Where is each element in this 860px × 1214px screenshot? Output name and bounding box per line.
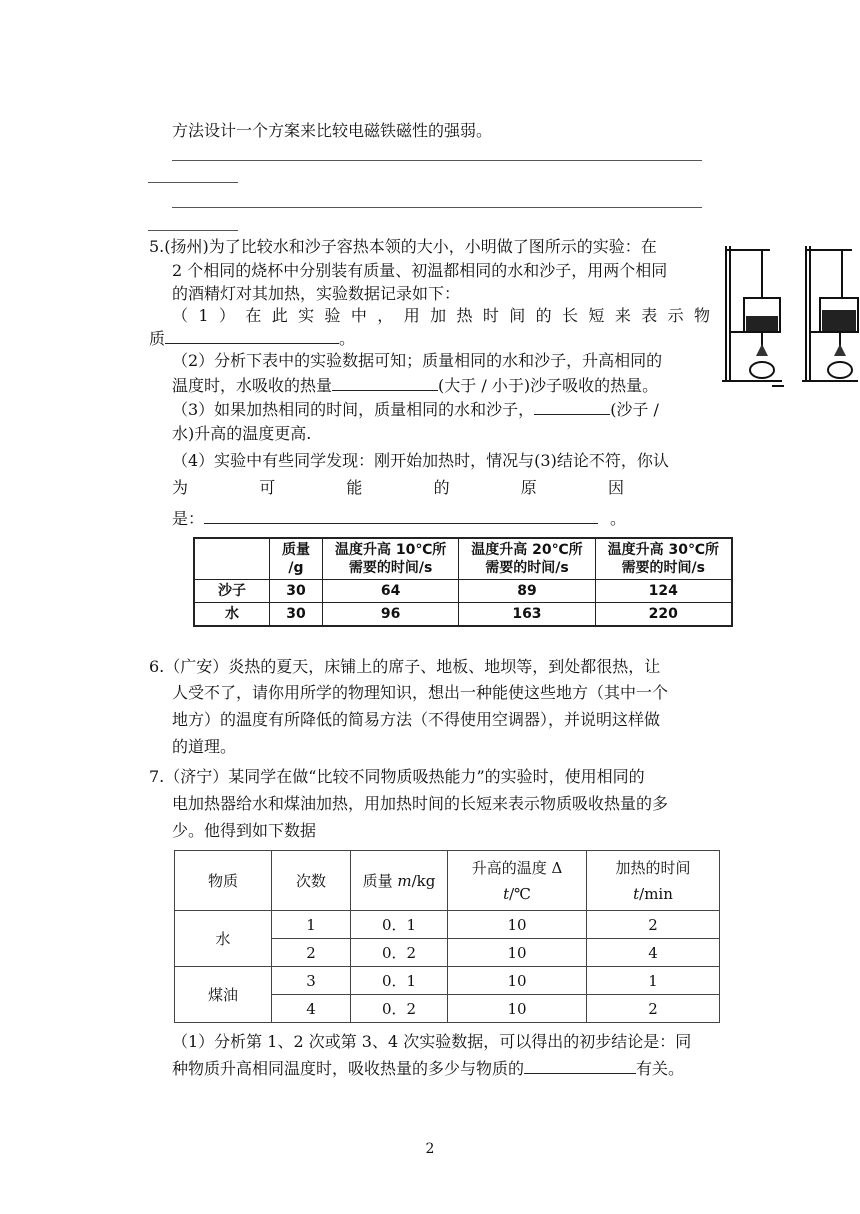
q5-part4-char: 为 — [172, 478, 189, 497]
q5-part4-line2 — [172, 475, 624, 501]
table-cell: 30 — [270, 580, 323, 603]
header-30: 温度升高 30℃所 — [607, 542, 719, 558]
q5-part1-end: 。 — [339, 329, 356, 348]
table-cell: 0．2 — [351, 939, 448, 967]
q5-part1-char: ） — [218, 306, 235, 325]
table-cell: 163 — [459, 603, 595, 627]
header-20-b: 需要的时间/s — [485, 560, 569, 576]
table-cell: 10 — [448, 967, 587, 995]
q5-part2-line: （2）分析下表中的实验数据可知；质量相同的水和沙子，升高相同的 — [172, 351, 663, 370]
table-header-cell — [448, 851, 587, 911]
table-cell: 89 — [459, 580, 595, 603]
q5-part1-char: 物 — [693, 306, 710, 325]
q5-part1-char: 表 — [641, 306, 658, 325]
q6-line: 地方）的温度有所降低的简易方法（不得使用空调器），并说明这样做 — [172, 710, 661, 729]
answer-line — [148, 230, 238, 231]
table-cell: 30 — [270, 603, 323, 627]
table-header-cell — [323, 538, 459, 580]
q7-conclusion-text: 有关。 — [636, 1059, 685, 1078]
q5-part4-line3 — [172, 505, 626, 532]
q5-part1-char: 在 — [245, 306, 262, 325]
q5-part1-char: 中 — [350, 306, 367, 325]
q5-part4-text: 是： — [172, 509, 205, 528]
table-row — [194, 603, 732, 627]
table-header-cell — [351, 851, 448, 911]
table-cell: 10 — [448, 911, 587, 939]
q5-part4-char: 原 — [520, 478, 537, 497]
q5-part4-char: 可 — [259, 478, 276, 497]
table-cell: 2 — [587, 911, 720, 939]
table-cell: 沙子 — [194, 580, 270, 603]
q5-part3-line2: 水)升高的温度更高. — [172, 424, 312, 443]
table-cell: 0．2 — [351, 995, 448, 1023]
table-row — [175, 967, 720, 995]
q5-part2-text: (大于 / 小于)沙子吸收的热量。 — [438, 376, 659, 395]
answer-line — [172, 207, 702, 208]
q7-line: 7.（济宁）某同学在做“比较不同物质吸热能力”的实验时，使用相同的 — [149, 767, 645, 786]
q5-line: 2 个相同的烧杯中分别装有质量、初温都相同的水和沙子，用两个相同 — [172, 261, 668, 280]
water-kerosene-table — [174, 850, 720, 1023]
table-cell: 0．1 — [351, 911, 448, 939]
answer-blank — [204, 505, 598, 524]
q7-line: 电加热器给水和煤油加热，用加热时间的长短来表示物质吸收热量的多 — [172, 794, 669, 813]
sand-water-table — [193, 537, 733, 627]
table-cell: 3 — [272, 967, 351, 995]
q5-part2-text: 温度时，水吸收的热量 — [172, 376, 333, 395]
header-mass-var: m — [397, 872, 412, 890]
header-time-var: t — [633, 884, 640, 903]
header-temp-var: t — [503, 884, 510, 903]
q5-part1-char: ， — [377, 306, 394, 325]
answer-blank — [165, 325, 339, 344]
q7-conclusion-line2 — [172, 1055, 684, 1082]
table-header-cell — [194, 538, 270, 580]
q6-line: 的道理。 — [172, 737, 237, 756]
q5-part4-end: 。 — [610, 509, 627, 528]
q5-line: 的酒精灯对其加热，实验数据记录如下： — [172, 284, 461, 303]
q7-line: 少。他得到如下数据 — [172, 821, 317, 840]
q5-part1-char: 此 — [271, 306, 288, 325]
table-header-row — [194, 538, 732, 580]
q5-part1-char: 用 — [403, 306, 420, 325]
table-cell: 煤油 — [175, 967, 272, 1023]
q5-part1-char: 验 — [324, 306, 341, 325]
q5-part3-text: （3）如果加热相同的时间，质量相同的水和沙子， — [172, 400, 535, 419]
q5-part4-line: （4）实验中有些同学发现：刚开始加热时，情况与(3)结论不符，你认 — [172, 451, 669, 470]
q5-part4-char: 因 — [607, 478, 624, 497]
q5-part1-char: 热 — [456, 306, 473, 325]
header-mass-label: 质量 — [362, 872, 398, 890]
table-header-row — [175, 851, 720, 911]
table-cell: 64 — [323, 580, 459, 603]
q5-part2-line2 — [172, 372, 658, 399]
header-mass: 质量 — [282, 542, 310, 558]
table-cell: 4 — [272, 995, 351, 1023]
header-20: 温度升高 20℃所 — [471, 542, 583, 558]
q5-part1-char: 加 — [430, 306, 447, 325]
q5-part1-text: 质 — [149, 329, 166, 348]
table-cell: 1 — [587, 967, 720, 995]
q5-part1-char: 1 — [198, 306, 209, 325]
experiment-apparatus-figure — [722, 236, 860, 396]
table-cell: 10 — [448, 995, 587, 1023]
q5-part1-char: 来 — [614, 306, 631, 325]
header-temp-unit: /℃ — [509, 884, 531, 903]
table-header-cell — [459, 538, 595, 580]
header-10-b: 需要的时间/s — [348, 560, 433, 576]
table-header-cell: 物质 — [175, 851, 272, 911]
table-header-cell — [595, 538, 732, 580]
table-row — [194, 580, 732, 603]
q5-title: 5.(扬州)为了比较水和沙子容热本领的大小，小明做了图所示的实验：在 — [149, 237, 657, 256]
table-cell: 4 — [587, 939, 720, 967]
page-number: 2 — [425, 1141, 435, 1157]
q6-line: 人受不了，请你用所学的物理知识，想出一种能使这些地方（其中一个 — [172, 683, 669, 702]
table-row — [175, 911, 720, 939]
table-cell: 1 — [272, 911, 351, 939]
q5-part1-char: 时 — [482, 306, 499, 325]
q5-part3-line — [172, 396, 659, 423]
table-cell: 220 — [595, 603, 732, 627]
header-10: 温度升高 10℃所 — [334, 542, 447, 558]
table-cell: 2 — [587, 995, 720, 1023]
q5-part1-char: 的 — [535, 306, 552, 325]
q5-part1-char: 示 — [667, 306, 684, 325]
table-header-cell — [270, 538, 323, 580]
table-header-cell: 次数 — [272, 851, 351, 911]
answer-blank — [524, 1055, 636, 1074]
q5-part4-char: 能 — [346, 478, 363, 497]
q5-part1-char: 间 — [509, 306, 526, 325]
answer-blank — [534, 396, 610, 415]
q5-part3-text: (沙子 / — [610, 400, 659, 419]
header-temp-label: 升高的温度 Δ — [471, 858, 563, 877]
header-mass-unit: /kg — [411, 872, 436, 890]
header-mass-unit: /g — [288, 560, 304, 576]
header-time-label: 加热的时间 — [615, 858, 691, 877]
q5-part1-char: 短 — [588, 306, 605, 325]
table-cell: 10 — [448, 939, 587, 967]
answer-line — [172, 160, 702, 161]
answer-line — [148, 182, 238, 183]
header-30-b: 需要的时间/s — [621, 560, 706, 576]
q5-part1-char: 长 — [562, 306, 579, 325]
intro-line: 方法设计一个方案来比较电磁铁磁性的强弱。 — [172, 121, 493, 140]
header-time-unit: /min — [639, 884, 673, 903]
q5-part1-char: （ — [172, 306, 189, 325]
q5-part4-char: 的 — [433, 478, 450, 497]
q7-conclusion-text: 种物质升高相同温度时，吸收热量的多少与物质的 — [172, 1059, 525, 1078]
answer-blank — [332, 372, 438, 391]
table-cell: 水 — [175, 911, 272, 967]
q5-part1-char: 实 — [298, 306, 315, 325]
q6-line: 6.（广安）炎热的夏天，床铺上的席子、地板、地坝等，到处都很热，让 — [149, 657, 661, 676]
table-cell: 水 — [194, 603, 270, 627]
table-header-cell — [587, 851, 720, 911]
table-cell: 124 — [595, 580, 732, 603]
table-cell: 96 — [323, 603, 459, 627]
table-cell: 0．1 — [351, 967, 448, 995]
table-cell: 2 — [272, 939, 351, 967]
q7-conclusion-line: （1）分析第 1、2 次或第 3、4 次实验数据，可以得出的初步结论是：同 — [172, 1032, 692, 1051]
